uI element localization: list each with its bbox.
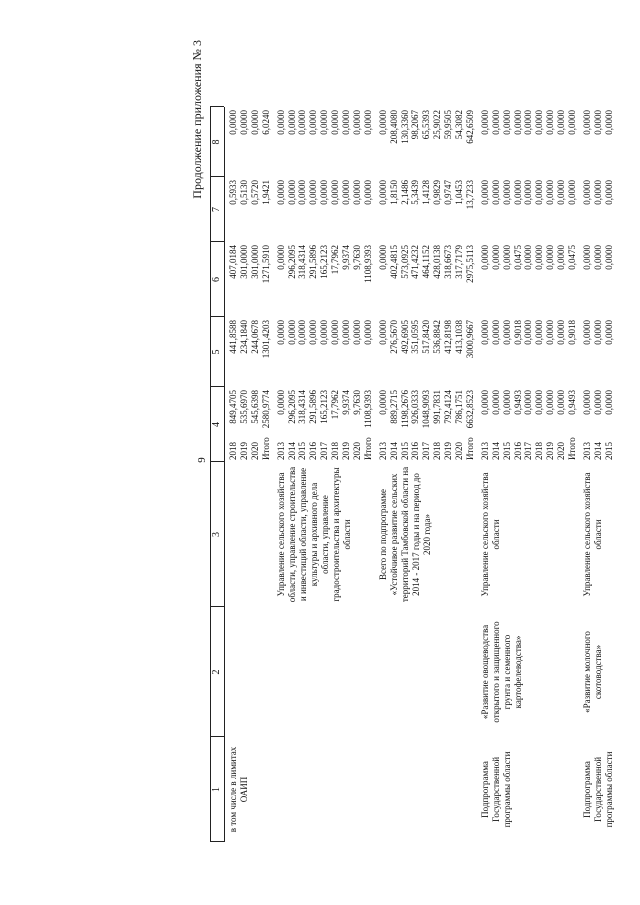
value-c7: 0,5933 xyxy=(228,180,238,205)
value-c5: 0,0000 xyxy=(330,320,341,345)
value-c4: 0,0000 xyxy=(534,390,545,415)
value-c4: 0,9493 xyxy=(567,390,577,415)
row-year: 2014 xyxy=(286,442,297,460)
value-c4: 535,6970 xyxy=(238,390,249,424)
value-c7: 0,9829 xyxy=(432,180,443,205)
value-c6: 9,9374 xyxy=(341,245,351,270)
value-c8: 0,0000 xyxy=(501,110,512,135)
value-c8: 0,0000 xyxy=(545,110,556,135)
value-c6: 0,0475 xyxy=(512,245,523,270)
value-c7: 0,0000 xyxy=(545,180,556,205)
row-year: Итого xyxy=(464,437,475,460)
value-c5: 234,1840 xyxy=(238,320,249,354)
value-c7: 0,0000 xyxy=(490,180,501,205)
value-c5: 0,0000 xyxy=(286,320,297,345)
value-c8: 0,0000 xyxy=(275,110,286,135)
value-c7: 1,9421 xyxy=(260,180,271,205)
value-c7: 0,0000 xyxy=(512,180,523,205)
value-c6: 165,2123 xyxy=(319,245,330,279)
value-c6: 0,0000 xyxy=(534,245,545,270)
value-c6: 0,0000 xyxy=(275,245,286,270)
value-c5: 3000,9667 xyxy=(464,320,475,359)
value-c4: 9,9374 xyxy=(341,390,351,415)
value-c7: 0,0000 xyxy=(603,180,614,205)
value-c7: 0,0000 xyxy=(351,180,362,205)
value-c5: 0,0000 xyxy=(603,320,614,345)
value-c7: 2,1486 xyxy=(399,180,410,205)
column-header-8: 8 xyxy=(211,139,222,145)
column-header-2: 2 xyxy=(211,669,222,675)
value-c8: 0,0000 xyxy=(351,110,362,135)
value-c8: 25,9022 xyxy=(432,110,443,140)
row-year: 2019 xyxy=(341,442,351,460)
value-c8: 0,0000 xyxy=(603,110,614,135)
value-c7: 0,0000 xyxy=(581,180,592,205)
value-c8: 54,3082 xyxy=(454,110,464,140)
value-c8: 0,0000 xyxy=(581,110,592,135)
value-c8: 0,0000 xyxy=(534,110,545,135)
value-c4: 0,0000 xyxy=(592,390,603,415)
row-year: 2013 xyxy=(479,442,490,460)
row-year: 2019 xyxy=(238,442,249,460)
value-c4: 0,0000 xyxy=(581,390,592,415)
value-c5: 0,0000 xyxy=(308,320,319,345)
value-c8: 0,0000 xyxy=(228,110,238,135)
header-divider-2 xyxy=(210,606,224,607)
row-year: 2017 xyxy=(319,442,330,460)
value-c5: 517,8420 xyxy=(421,320,432,354)
value-c4: 6632,8523 xyxy=(464,390,475,429)
value-c7: 0,0000 xyxy=(286,180,297,205)
row-year: 2015 xyxy=(297,442,308,460)
value-c7: 1,8150 xyxy=(388,180,399,205)
header-divider-6 xyxy=(210,241,224,242)
page-number: 9 xyxy=(196,457,208,463)
column-header-1: 1 xyxy=(211,787,222,792)
value-c4: 296,2095 xyxy=(286,390,297,424)
value-c8: 0,0000 xyxy=(319,110,330,135)
value-c5: 244,0678 xyxy=(249,320,260,354)
value-c6: 17,7962 xyxy=(330,245,341,275)
table-rule-1 xyxy=(224,107,225,842)
value-c8: 642,6509 xyxy=(464,110,475,144)
row-year: 2019 xyxy=(443,442,454,460)
value-c8: 0,0000 xyxy=(556,110,567,135)
row-year: 2014 xyxy=(490,442,501,460)
value-c8: 0,0000 xyxy=(523,110,534,135)
value-c6: 0,0000 xyxy=(545,245,556,270)
value-c5: 0,0000 xyxy=(275,320,286,345)
row-year: 2015 xyxy=(399,442,410,460)
subprogram-title-cell: «Развитие овощеводства открытого и защищенного грунта и семенного картофелеводства» xyxy=(479,621,523,723)
value-c7: 0,0000 xyxy=(297,180,308,205)
value-c7: 0,0000 xyxy=(501,180,512,205)
value-c7: 1,4128 xyxy=(421,180,432,205)
row-year: 2015 xyxy=(603,442,614,460)
value-c4: 991,7831 xyxy=(432,390,443,424)
row-year: 2019 xyxy=(545,442,556,460)
value-c6: 464,1152 xyxy=(421,245,432,279)
value-c7: 0,0000 xyxy=(523,180,534,205)
value-c6: 0,0000 xyxy=(603,245,614,270)
value-c6: 0,0000 xyxy=(479,245,490,270)
value-c6: 291,5896 xyxy=(308,245,319,279)
value-c5: 0,0000 xyxy=(319,320,330,345)
value-c8: 65,5393 xyxy=(421,110,432,140)
value-c6: 301,0000 xyxy=(249,245,260,279)
row-year: 2017 xyxy=(523,442,534,460)
value-c8: 0,0000 xyxy=(592,110,603,135)
column-header-6: 6 xyxy=(211,277,222,282)
value-c4: 9,7630 xyxy=(351,390,362,415)
value-c8: 0,0000 xyxy=(297,110,308,135)
value-c7: 0,0000 xyxy=(330,180,341,205)
value-c5: 276,5670 xyxy=(388,320,399,354)
value-c5: 0,0000 xyxy=(351,320,362,345)
executor-cell: Всего по подпрограмме «Устойчивое развитие сельских территорий Тамбовской области на 2014 - 2017 годы и на период до 2020 года» xyxy=(377,466,432,603)
value-c5: 0,0000 xyxy=(581,320,592,345)
row-year: 2013 xyxy=(275,442,286,460)
value-c4: 318,4314 xyxy=(297,390,308,424)
executor-cell: Управление сельского хозяйства области xyxy=(581,472,603,597)
row-year: 2013 xyxy=(377,442,388,460)
value-c6: 296,2095 xyxy=(286,245,297,279)
value-c6: 301,0000 xyxy=(238,245,249,279)
value-c4: 0,0000 xyxy=(479,390,490,415)
value-c8: 0,0000 xyxy=(512,110,523,135)
value-c6: 402,4815 xyxy=(388,245,399,279)
value-c4: 0,9493 xyxy=(512,390,523,415)
value-c6: 0,0000 xyxy=(490,245,501,270)
continuation-title: Продолжение приложения № 3 xyxy=(190,40,204,199)
value-c7: 5,3439 xyxy=(410,180,421,205)
value-c5: 0,0000 xyxy=(479,320,490,345)
value-c5: 441,8588 xyxy=(228,320,238,354)
value-c5: 0,0000 xyxy=(297,320,308,345)
header-divider-0 xyxy=(210,841,224,842)
row-year: 2016 xyxy=(410,442,421,460)
rotated-table-sheet xyxy=(110,40,630,860)
value-c5: 0,9018 xyxy=(512,320,523,345)
row-year: Итого xyxy=(260,437,271,460)
header-divider-4 xyxy=(210,386,224,387)
value-c5: 0,0000 xyxy=(362,320,373,345)
column-header-7: 7 xyxy=(211,207,222,212)
value-c7: 1,0453 xyxy=(454,180,464,205)
value-c6: 0,0000 xyxy=(556,245,567,270)
value-c7: 0,0000 xyxy=(377,180,388,205)
value-c4: 0,0000 xyxy=(603,390,614,415)
value-c7: 0,0000 xyxy=(319,180,330,205)
column-header-3: 3 xyxy=(211,532,222,537)
value-c6: 1271,5910 xyxy=(260,245,271,284)
value-c4: 1198,2676 xyxy=(399,390,410,428)
row-year: 2014 xyxy=(592,442,603,460)
header-divider-3 xyxy=(210,461,224,462)
value-c4: 889,2715 xyxy=(388,390,399,424)
program-name-cell: Подпрограмма Государственной программы области xyxy=(479,751,512,828)
value-c8: 0,0000 xyxy=(249,110,260,135)
row-year: 2018 xyxy=(330,442,341,460)
value-c5: 0,0000 xyxy=(534,320,545,345)
value-c5: 492,6905 xyxy=(399,320,410,354)
row-year: 2013 xyxy=(581,442,592,460)
value-c4: 1108,9393 xyxy=(362,390,373,428)
header-divider-1 xyxy=(210,736,224,737)
value-c5: 0,0000 xyxy=(377,320,388,345)
value-c7: 0,9747 xyxy=(443,180,454,205)
column-header-5: 5 xyxy=(211,349,222,355)
value-c4: 792,4124 xyxy=(443,390,454,424)
value-c6: 318,6673 xyxy=(443,245,454,279)
value-c4: 0,0000 xyxy=(556,390,567,415)
value-c5: 351,0595 xyxy=(410,320,421,354)
value-c7: 0,5130 xyxy=(238,180,249,205)
value-c5: 0,0000 xyxy=(490,320,501,345)
value-c8: 0,0000 xyxy=(362,110,373,135)
value-c6: 2975,5113 xyxy=(464,245,475,283)
value-c8: 0,0000 xyxy=(377,110,388,135)
value-c4: 545,6398 xyxy=(249,390,260,424)
value-c5: 536,8842 xyxy=(432,320,443,354)
value-c6: 0,0000 xyxy=(523,245,534,270)
header-divider-7 xyxy=(210,176,224,177)
value-c8: 0,0000 xyxy=(341,110,351,135)
row-year: 2020 xyxy=(556,442,567,460)
column-header-4: 4 xyxy=(211,422,222,427)
value-c4: 0,0000 xyxy=(377,390,388,415)
value-c7: 0,0000 xyxy=(341,180,351,205)
executor-cell: Управление сельского хозяйства области, управление строительства и инвестиций области, управление культуры и архивного дела области, управление градостроительства и архитектуры области xyxy=(275,466,352,603)
header-divider-5 xyxy=(210,316,224,317)
value-c4: 2580,9774 xyxy=(260,390,271,429)
value-c8: 0,0000 xyxy=(330,110,341,135)
value-c5: 0,0000 xyxy=(545,320,556,345)
value-c4: 926,0333 xyxy=(410,390,421,424)
value-c5: 0,0000 xyxy=(501,320,512,345)
value-c5: 413,1038 xyxy=(454,320,464,354)
value-c5: 0,0000 xyxy=(592,320,603,345)
value-c4: 17,7962 xyxy=(330,390,341,420)
value-c6: 0,0000 xyxy=(501,245,512,270)
row-year: 2020 xyxy=(454,442,464,460)
value-c6: 9,7630 xyxy=(351,245,362,270)
row-year: 2020 xyxy=(249,442,260,460)
value-c6: 573,0925 xyxy=(399,245,410,279)
row-year: 2016 xyxy=(308,442,319,460)
program-name-cell: Подпрограмма Государственной программы области xyxy=(581,751,614,828)
value-c6: 471,4232 xyxy=(410,245,421,279)
value-c6: 318,4314 xyxy=(297,245,308,279)
value-c7: 0,0000 xyxy=(592,180,603,205)
value-c6: 0,0000 xyxy=(377,245,388,270)
program-name-cell: в том числе в лимитах ОАИП xyxy=(228,746,249,833)
table-rule-0 xyxy=(210,107,211,842)
value-c8: 208,4080 xyxy=(388,110,399,144)
value-c4: 0,0000 xyxy=(545,390,556,415)
value-c5: 1301,4203 xyxy=(260,320,271,359)
row-year: 2018 xyxy=(534,442,545,460)
row-year: 2018 xyxy=(432,442,443,460)
row-year: 2015 xyxy=(501,442,512,460)
value-c5: 412,8198 xyxy=(443,320,454,354)
row-year: 2020 xyxy=(351,442,362,460)
value-c4: 0,0000 xyxy=(275,390,286,415)
row-year: Итого xyxy=(362,437,373,460)
row-year: 2017 xyxy=(421,442,432,460)
executor-cell: Управление сельского хозяйства области xyxy=(479,472,501,597)
value-c6: 1108,9393 xyxy=(362,245,373,283)
value-c5: 0,0000 xyxy=(523,320,534,345)
value-c4: 0,0000 xyxy=(490,390,501,415)
value-c8: 0,0000 xyxy=(308,110,319,135)
value-c8: 59,9505 xyxy=(443,110,454,140)
value-c4: 291,5896 xyxy=(308,390,319,424)
row-year: 2014 xyxy=(388,442,399,460)
value-c8: 0,0000 xyxy=(567,110,577,135)
value-c4: 786,1751 xyxy=(454,390,464,424)
value-c6: 0,0475 xyxy=(567,245,577,270)
value-c7: 0,0000 xyxy=(567,180,577,205)
value-c5: 0,0000 xyxy=(341,320,351,345)
value-c4: 1048,9093 xyxy=(421,390,432,429)
value-c7: 0,0000 xyxy=(479,180,490,205)
subprogram-title-cell: «Развитие молочного скотоводства» xyxy=(581,631,603,713)
value-c7: 0,5720 xyxy=(249,180,260,205)
value-c6: 0,0000 xyxy=(581,245,592,270)
header-divider-8 xyxy=(210,106,224,107)
value-c7: 0,0000 xyxy=(556,180,567,205)
value-c8: 0,0000 xyxy=(479,110,490,135)
row-year: 2018 xyxy=(228,442,238,460)
data-table xyxy=(210,42,620,842)
value-c4: 0,0000 xyxy=(523,390,534,415)
value-c8: 0,0000 xyxy=(490,110,501,135)
value-c5: 0,0000 xyxy=(556,320,567,345)
row-year: 2016 xyxy=(512,442,523,460)
value-c6: 317,7179 xyxy=(454,245,464,279)
value-c6: 428,0138 xyxy=(432,245,443,279)
value-c7: 0,0000 xyxy=(534,180,545,205)
value-c4: 165,2123 xyxy=(319,390,330,424)
value-c7: 0,0000 xyxy=(362,180,373,205)
value-c4: 0,0000 xyxy=(501,390,512,415)
value-c8: 130,3360 xyxy=(399,110,410,144)
value-c7: 0,0000 xyxy=(308,180,319,205)
value-c8: 0,0000 xyxy=(286,110,297,135)
value-c8: 0,0000 xyxy=(238,110,249,135)
value-c4: 849,4705 xyxy=(228,390,238,424)
row-year: Итого xyxy=(567,437,577,460)
value-c7: 0,0000 xyxy=(275,180,286,205)
value-c8: 98,2067 xyxy=(410,110,421,140)
value-c8: 6,0240 xyxy=(260,110,271,135)
value-c5: 0,9018 xyxy=(567,320,577,345)
value-c7: 13,7233 xyxy=(464,180,475,210)
value-c6: 407,0184 xyxy=(228,245,238,279)
value-c6: 0,0000 xyxy=(592,245,603,270)
